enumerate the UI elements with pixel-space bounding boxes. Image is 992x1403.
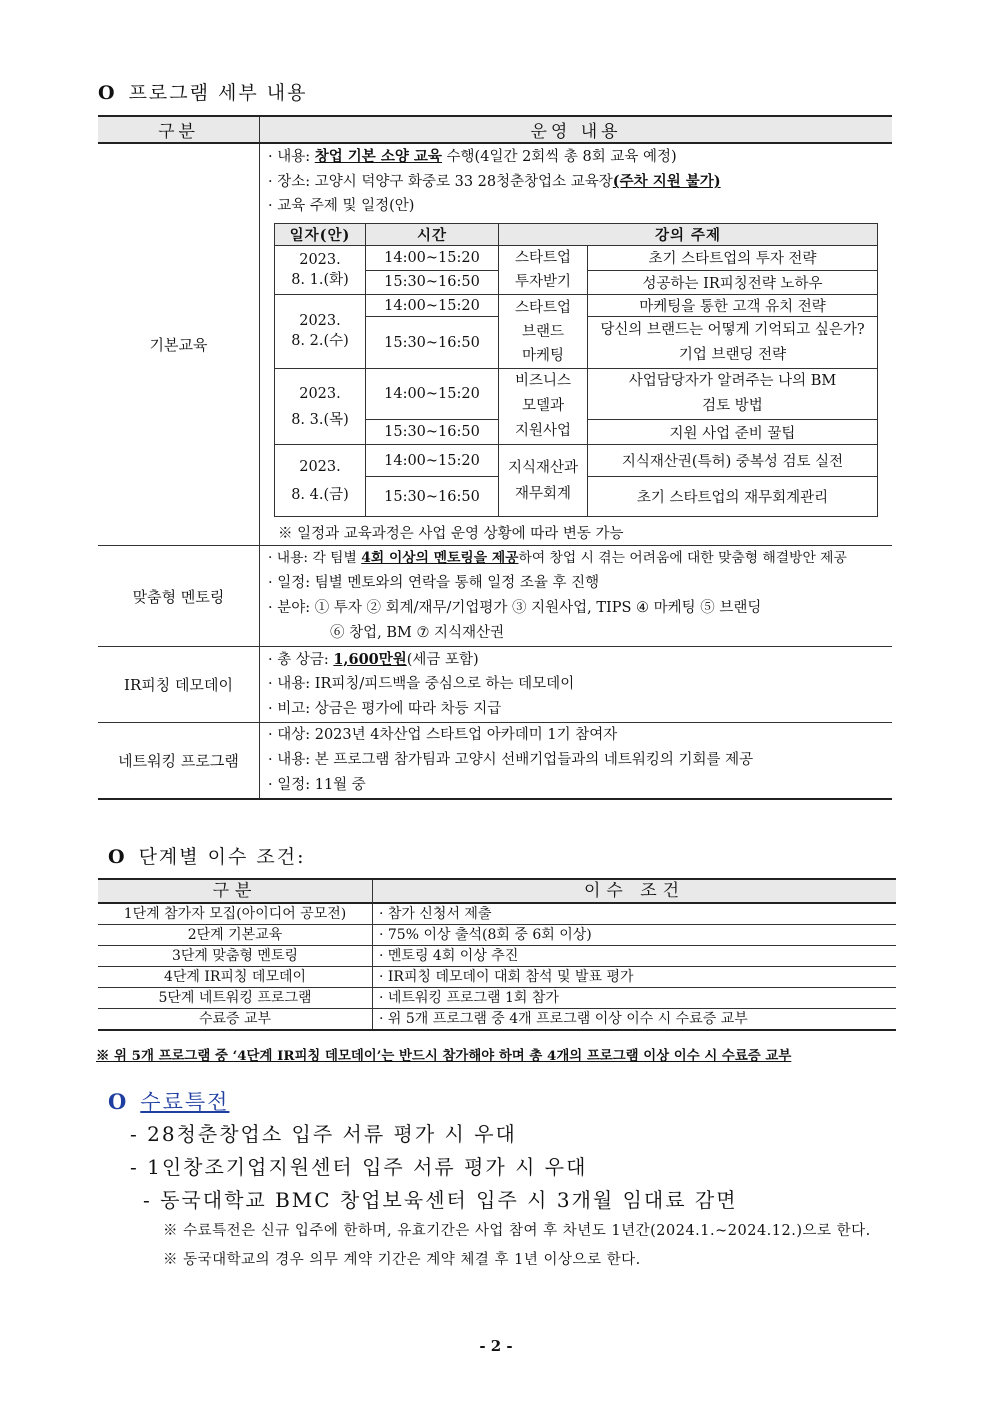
sched-time: 15:30~16:50: [366, 317, 499, 369]
sched-topic: 당신의 브랜드는 어떻게 기억되고 싶은가? 기업 브랜딩 전략: [588, 317, 878, 369]
category-ir: IR피칭 데모데이: [98, 647, 260, 723]
completion-table: [98, 878, 896, 1031]
condition-cell: · 75% 이상 출석(8회 중 6회 이상): [373, 925, 897, 946]
content-basic: [260, 143, 893, 546]
sched-time: 15:30~16:50: [366, 270, 499, 295]
stage-cell: 2단계 기본교육: [98, 925, 373, 946]
network-line3: · 일정: 11월 중: [268, 777, 366, 793]
schedule-note: ※ 일정과 교육과정은 사업 운영 상황에 따라 변동 가능: [278, 526, 624, 542]
condition-cell: · 멘토링 4회 이상 추진: [373, 946, 897, 967]
ir-line2: · 내용: IR피칭/피드백을 중심으로 하는 데모데이: [268, 676, 575, 692]
benefit-item: - 동국대학교 BMC 창업보육센터 입주 시 3개월 임대료 감면: [143, 1188, 738, 1212]
mentoring-line1: · 내용: 각 팀별 4회 이상의 멘토링을 제공하여 창업 시 겪는 어려움에 대한 맞춤형 해결방안 제공: [268, 550, 847, 566]
ir-line1: · 총 상금: 1,600만원(세금 포함): [268, 651, 479, 668]
table-row: [98, 1009, 896, 1031]
table-row: [98, 925, 896, 946]
head-content: 운영 내용: [260, 116, 893, 143]
sched-topic: 마케팅을 통한 고객 유치 전략: [588, 295, 878, 317]
circle-bullet-icon: O: [108, 1089, 129, 1114]
stage-cell: 3단계 맞춤형 멘토링: [98, 946, 373, 967]
ir-line3: · 비고: 상금은 평가에 따라 차등 지급: [268, 701, 502, 717]
category-mentoring: 맞춤형 멘토링: [98, 546, 260, 647]
network-line2: · 내용: 본 프로그램 참가팀과 고양시 선배기업들과의 네트워킹의 기회를 제공: [268, 752, 754, 768]
page-number: - 2 -: [479, 1337, 513, 1355]
table-row: [98, 988, 896, 1009]
network-line1: · 대상: 2023년 4차산업 스타트업 아카데미 1기 참여자: [268, 727, 618, 743]
condition-cell: · 위 5개 프로그램 중 4개 프로그램 이상 이수 시 수료증 교부: [373, 1009, 897, 1031]
row-ir: [98, 647, 892, 723]
stage-cell: 4단계 IR피칭 데모데이: [98, 967, 373, 988]
sched-group: 스타트업 투자받기: [499, 246, 588, 295]
basic-line3: · 교육 주제 및 일정(안): [268, 198, 415, 214]
benefit-item: - 28청춘창업소 입주 서류 평가 시 우대: [130, 1122, 517, 1146]
category-network: 네트워킹 프로그램: [98, 723, 260, 800]
section3-title: 수료특전: [140, 1090, 230, 1114]
content-ir: [260, 647, 893, 723]
section1-title: 프로그램 세부 내용: [128, 82, 308, 104]
sched-group: 지식재산과 재무회계: [499, 445, 588, 517]
sched-time: 15:30~16:50: [366, 420, 499, 445]
sched-time: 14:00~15:20: [366, 445, 499, 477]
sched-time: 14:00~15:20: [366, 369, 499, 420]
table-row: [98, 946, 896, 967]
circle-bullet-icon: O: [108, 846, 127, 868]
table-row: [98, 903, 896, 925]
program-detail-table: [98, 115, 892, 800]
stage-cell: 5단계 네트워킹 프로그램: [98, 988, 373, 1009]
stage-cell: 1단계 참가자 모집(아이디어 공모전): [98, 903, 373, 925]
head-condition: 이수 조건: [373, 879, 897, 903]
sched-time: 14:00~15:20: [366, 295, 499, 317]
sched-date: 2023. 8. 4.(금): [275, 445, 366, 517]
content-mentoring: [260, 546, 893, 647]
row-basic: [98, 143, 892, 546]
basic-line2: · 장소: 고양시 덕양구 화중로 33 28청춘창업소 교육장(주차 지원 불가): [268, 173, 721, 190]
benefit-note: ※ 동국대학교의 경우 의무 계약 기간은 계약 체결 후 1년 이상으로 한다.: [163, 1252, 641, 1268]
sched-group: 스타트업 브랜드 마케팅: [499, 295, 588, 369]
sched-topic: 초기 스타트업의 투자 전략: [588, 246, 878, 271]
content-network: [260, 723, 893, 800]
section3-heading: [108, 1086, 229, 1116]
category-basic: 기본교육: [98, 143, 260, 546]
sched-group: 비즈니스 모델과 지원사업: [499, 369, 588, 445]
table-row: [98, 967, 896, 988]
basic-line1: · 내용: 창업 기본 소양 교육 수행(4일간 2회씩 총 8회 교육 예정): [268, 148, 677, 165]
sched-date: 2023. 8. 2.(수): [275, 295, 366, 369]
sched-head-date: 일자(안): [275, 224, 366, 246]
sched-topic: 지원 사업 준비 꿀팁: [588, 420, 878, 445]
row-network: [98, 723, 892, 800]
sched-date: 2023. 8. 1.(화): [275, 246, 366, 295]
benefit-note: ※ 수료특전은 신규 입주에 한하며, 유효기간은 사업 참여 후 차년도 1년간(2024.1.~2024.12.)으로 한다.: [163, 1223, 871, 1239]
schedule-table: [274, 223, 878, 517]
circle-bullet-icon: O: [98, 82, 117, 104]
mentoring-line2: · 일정: 팀별 멘토와의 연락을 통해 일정 조율 후 진행: [268, 575, 600, 591]
sched-date: 2023. 8. 3.(목): [275, 369, 366, 445]
benefit-item: - 1인창조기업지원센터 입주 서류 평가 시 우대: [130, 1155, 588, 1179]
section2-title: 단계별 이수 조건:: [138, 846, 306, 868]
sched-topic: 지식재산권(특허) 중복성 검토 실전: [588, 445, 878, 477]
mentoring-line4: ⑥ 창업, BM ⑦ 지식재산권: [330, 625, 505, 641]
condition-cell: · IR피칭 데모데이 대회 참석 및 발표 평가: [373, 967, 897, 988]
sched-time: 14:00~15:20: [366, 246, 499, 271]
completion-footnote: ※ 위 5개 프로그램 중 ‘4단계 IR피칭 데모데이’는 반드시 참가해야 하며 총 4개의 프로그램 이상 이수 시 수료증 교부: [96, 1048, 792, 1064]
sched-topic: 성공하는 IR피칭전략 노하우: [588, 270, 878, 295]
section1-heading: [98, 78, 307, 105]
condition-cell: · 참가 신청서 제출: [373, 903, 897, 925]
mentoring-line3: · 분야: ① 투자 ② 회계/재무/기업평가 ③ 지원사업, TIPS ④ 마케팅 ⑤ 브랜딩: [268, 600, 762, 616]
head-stage: 구분: [98, 879, 373, 903]
section2-heading: [108, 842, 306, 869]
sched-head-topic: 강의 주제: [499, 224, 878, 246]
sched-time: 15:30~16:50: [366, 477, 499, 517]
stage-cell: 수료증 교부: [98, 1009, 373, 1031]
condition-cell: · 네트워킹 프로그램 1회 참가: [373, 988, 897, 1009]
sched-head-time: 시간: [366, 224, 499, 246]
sched-topic: 초기 스타트업의 재무회계관리: [588, 477, 878, 517]
row-mentoring: [98, 546, 892, 647]
head-category: 구분: [98, 116, 260, 143]
sched-topic: 사업담당자가 알려주는 나의 BM 검토 방법: [588, 369, 878, 420]
